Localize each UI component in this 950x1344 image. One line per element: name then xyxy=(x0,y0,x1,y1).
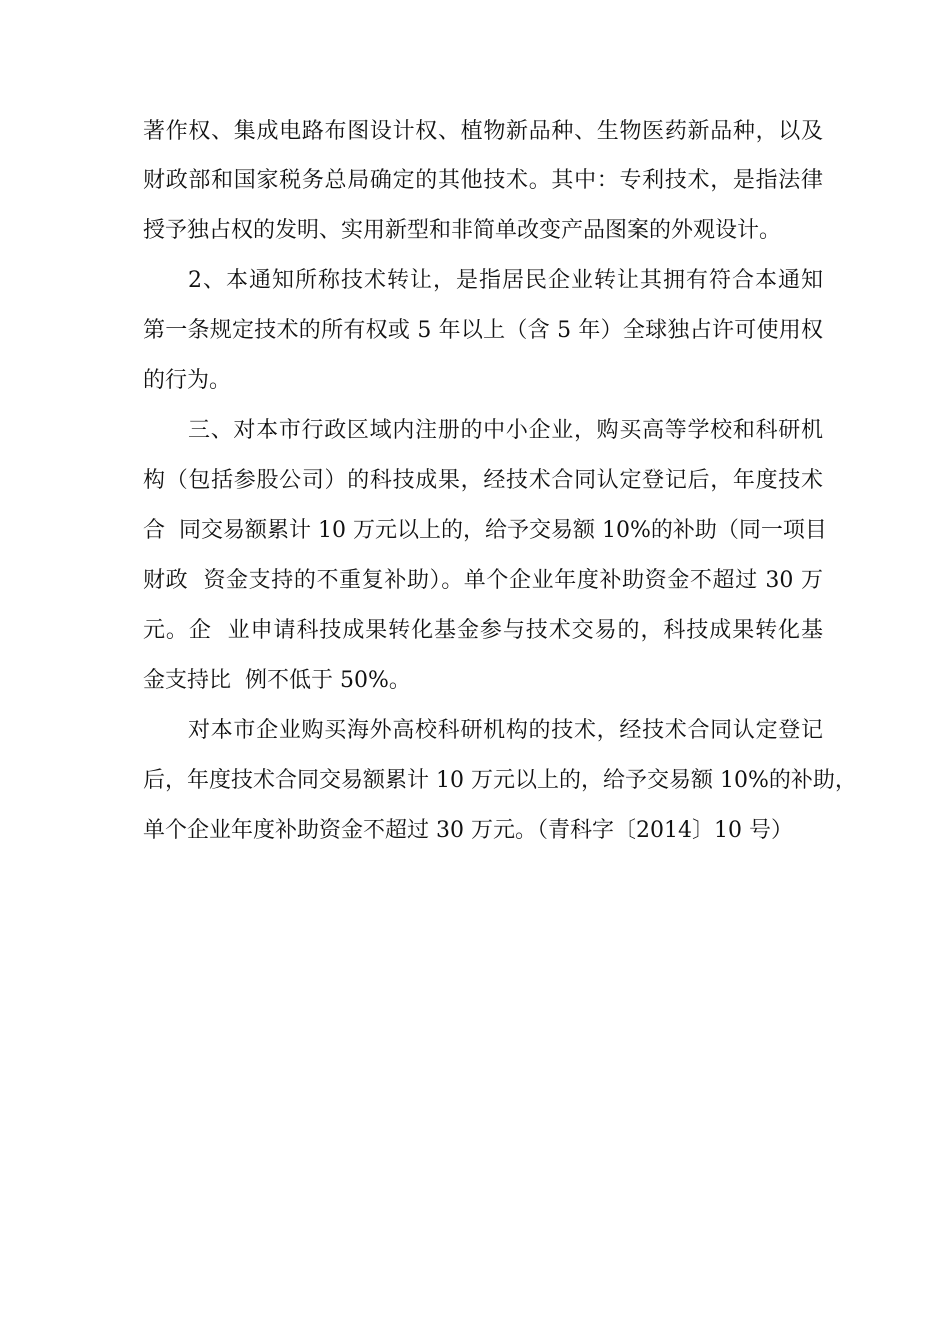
paragraph-3-line-3: 合 同交易额累计 10 万元以上的，给予交易额 10%的补助（同一项目 xyxy=(143,518,827,543)
paragraph-line-1: 著作权、集成电路布图设计权、植物新品种、生物医药新品种，以及 xyxy=(143,119,823,144)
paragraph-4-line-2: 后，年度技术合同交易额累计 10 万元以上的，给予交易额 10%的补助， xyxy=(143,768,857,793)
paragraph-line-2: 财政部和国家税务总局确定的其他技术。其中：专利技术，是指法律 xyxy=(143,168,823,193)
paragraph-2-line-2: 第一条规定技术的所有权或 5 年以上（含 5 年）全球独占许可使用权 xyxy=(143,318,823,343)
paragraph-3-line-2: 构（包括参股公司）的科技成果，经技术合同认定登记后，年度技术 xyxy=(143,468,823,493)
paragraph-2-line-1: 2、本通知所称技术转让，是指居民企业转让其拥有符合本通知 xyxy=(188,268,823,293)
paragraph-4-line-1: 对本市企业购买海外高校科研机构的技术，经技术合同认定登记 xyxy=(188,718,823,743)
paragraph-3-line-5: 元。企 业申请科技成果转化基金参与技术交易的，科技成果转化基 xyxy=(143,618,823,643)
paragraph-2-line-3: 的行为。 xyxy=(143,368,232,393)
paragraph-3-line-4: 财政 资金支持的不重复补助）。单个企业年度补助资金不超过 30 万 xyxy=(143,568,823,593)
paragraph-line-3: 授予独占权的发明、实用新型和非简单改变产品图案的外观设计。 xyxy=(143,218,782,243)
paragraph-4-line-3: 单个企业年度补助资金不超过 30 万元。（青科字〔2014〕10 号） xyxy=(143,818,793,843)
paragraph-3-line-6: 金支持比 例不低于 50%。 xyxy=(143,668,411,693)
paragraph-3-line-1: 三、对本市行政区域内注册的中小企业，购买高等学校和科研机 xyxy=(188,418,823,443)
